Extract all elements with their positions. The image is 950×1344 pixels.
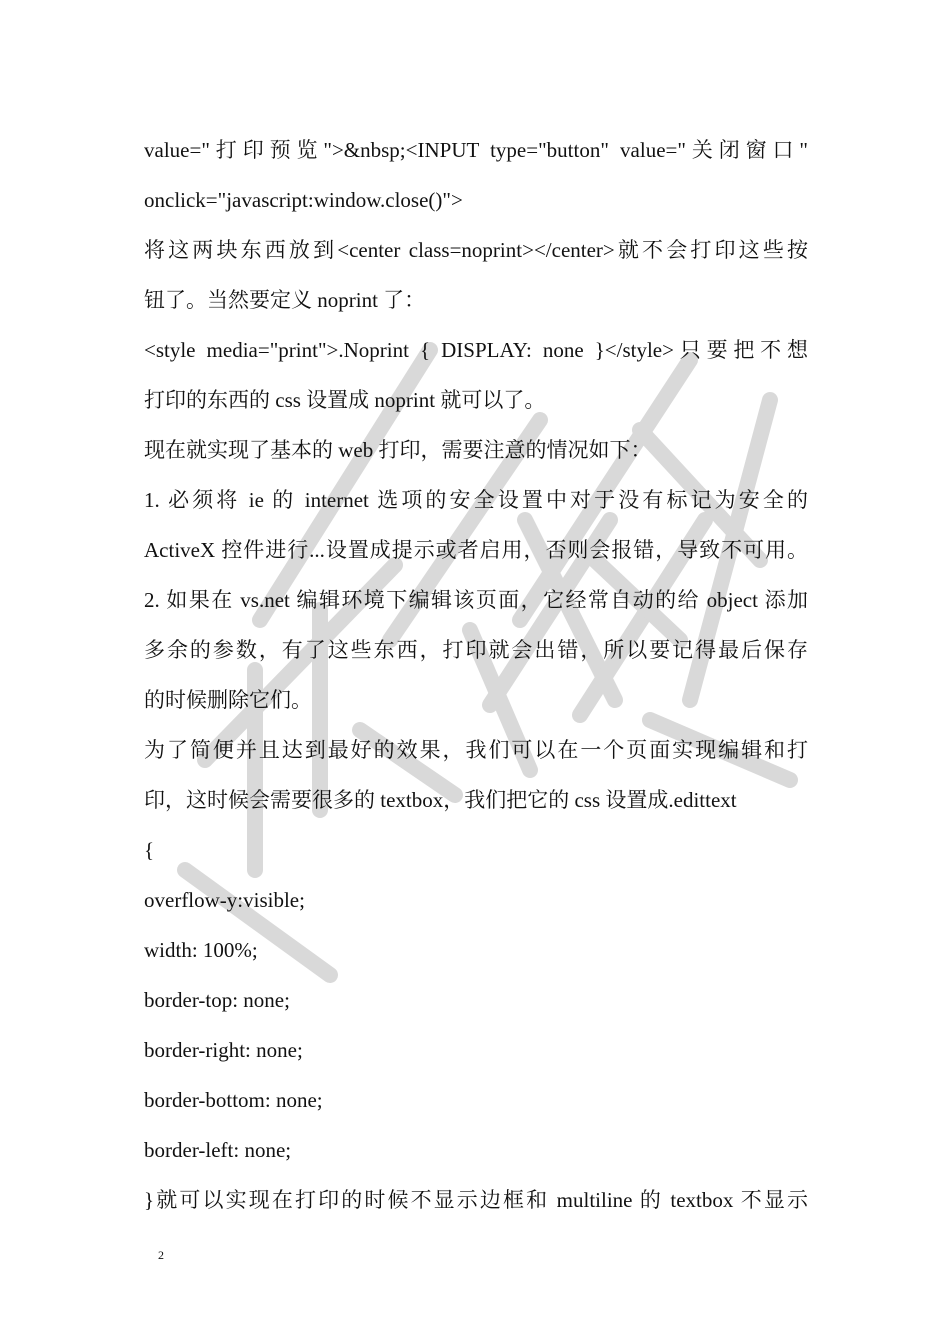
body-text-line: border-right: none; [144,1038,303,1062]
body-text-line: 钮了。当然要定义 noprint 了： [144,288,426,312]
body-text-line: border-top: none; [144,988,290,1012]
body-text-line: border-bottom: none; [144,1088,323,1112]
body-text-line: 将这两块东西放到<center class=noprint></center>就不会打印这些按 [144,238,808,262]
body-text-line: width: 100%; [144,938,258,962]
body-text-line: { [144,838,155,862]
body-text-line: 1. 必须将 ie 的 internet 选项的安全设置中对于没有标记为安全的 [144,488,808,512]
body-text-line: onclick="javascript:window.close()"> [144,188,463,212]
body-text-line: overflow-y:visible; [144,888,305,912]
body-text-line: <style media="print">.Noprint { DISPLAY: none }</style>只要把不想 [144,338,808,362]
body-text-line: 印，这时候会需要很多的 textbox，我们把它的 css 设置成.edittext [144,788,737,812]
page-number: 2 [158,1248,164,1262]
body-text-line: ActiveX 控件进行...设置成提示或者启用，否则会报错，导致不可用。 [144,538,808,562]
body-text-line: }就可以实现在打印的时候不显示边框和 multiline 的 textbox 不显示 [144,1188,808,1212]
body-text-line: border-left: none; [144,1138,292,1162]
body-text-line: 多余的参数，有了这些东西，打印就会出错，所以要记得最后保存 [144,638,808,662]
body-text-line: 为了简便并且达到最好的效果，我们可以在一个页面实现编辑和打 [144,738,808,762]
body-text-line: 现在就实现了基本的 web 打印，需要注意的情况如下： [144,438,652,462]
body-text-line: 打印的东西的 css 设置成 noprint 就可以了。 [144,388,546,412]
body-text-line: value="打印预览">&nbsp;<INPUT type="button" value="关闭窗口" [144,138,808,162]
body-text-line: 2. 如果在 vs.net 编辑环境下编辑该页面，它经常自动的给 object 添加 [144,588,808,612]
body-text-line: 的时候删除它们。 [144,688,312,712]
